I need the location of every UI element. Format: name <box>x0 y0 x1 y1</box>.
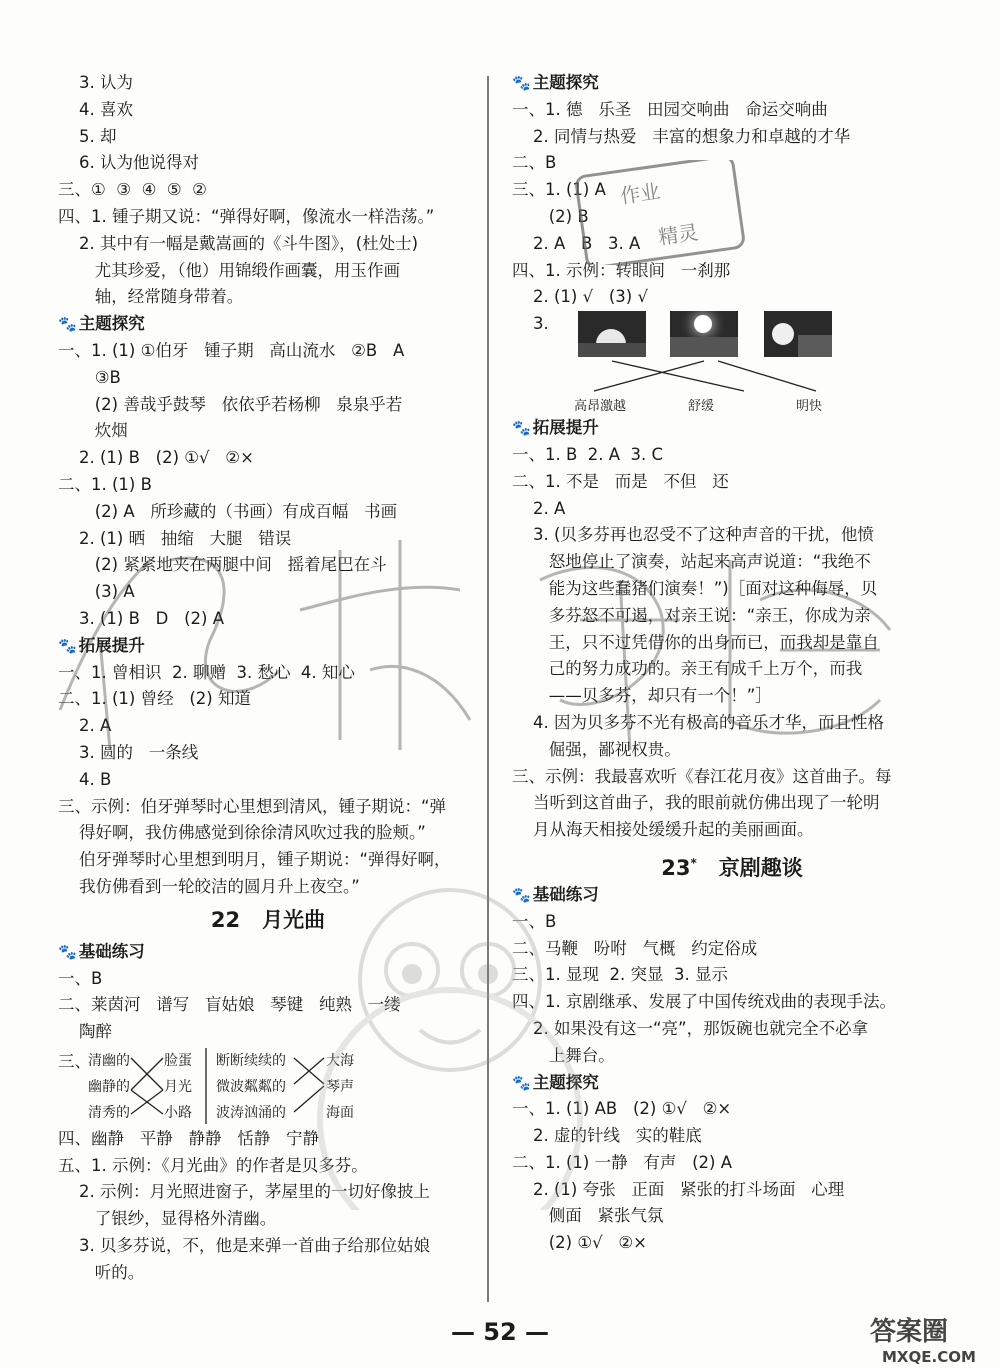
answer-line: 二、1. 不是 而是 不但 还 <box>512 471 729 491</box>
answer-line: 2. (1) √ (3) √ <box>512 287 648 307</box>
answer-line: 多芬怒不可遏，对亲王说：“亲王，你成为亲 <box>512 605 871 625</box>
question-label: 3. <box>512 314 549 334</box>
svg-text:精灵: 精灵 <box>656 220 700 250</box>
image-matching-question <box>512 311 952 415</box>
answer-line: 5. 却 <box>58 126 117 146</box>
paw-icon: 🐾 <box>58 315 76 334</box>
answer-line: 己的努力成功的。亲王有成千上万个，而我 <box>512 659 863 679</box>
answer-line: 轴，经常随身带着。 <box>58 287 244 307</box>
match-left-target: 月光 <box>164 1078 192 1095</box>
answer-line: 2. A <box>512 498 566 518</box>
answer-line: 四、1. 京剧继承、发展了中国传统戏曲的表现手法。 <box>512 992 896 1012</box>
answer-line: 三、1. 显现 2. 突显 3. 显示 <box>512 965 728 985</box>
answer-line: 4. 因为贝多芬不光有极高的音乐才华，而且性格 <box>512 712 884 732</box>
question-label: 三、 <box>58 1051 91 1071</box>
answer-block <box>58 70 478 311</box>
answer-line: 四、幽静 平静 静静 恬静 宁静 <box>58 1128 319 1148</box>
svg-text:作业: 作业 <box>618 178 662 209</box>
answer-line: (2) 善哉乎鼓琴 依依乎若杨柳 泉泉乎若 <box>58 394 403 414</box>
answer-line: 倔强，鄙视权贵。 <box>512 739 681 759</box>
image-label: 明快 <box>796 399 823 415</box>
paw-icon: 🐾 <box>58 636 76 655</box>
answer-line: 一、1. (1) AB (2) ①√ ②× <box>512 1099 732 1119</box>
answer-line: 了银纱，显得格外清幽。 <box>58 1209 277 1229</box>
answer-line: 王，只不过凭借你的出身而已，而我却是靠自 <box>512 632 879 652</box>
answer-line: 陶醉 <box>58 1022 112 1042</box>
answer-line: 我仿佛看到一轮皎洁的圆月升上夜空。” <box>58 876 360 896</box>
answer-line: 能为这些蠢猪们演奏！”)［面对这种侮辱，贝 <box>512 578 878 598</box>
answer-line: 上舞台。 <box>512 1045 615 1065</box>
paw-icon: 🐾 <box>512 885 530 904</box>
svg-text:MXQE.COM: MXQE.COM <box>882 1348 976 1366</box>
answer-line: (2) B <box>512 206 589 226</box>
answer-line: 听的。 <box>58 1262 145 1282</box>
answer-line: 2. 其中有一幅是戴嵩画的《斗牛图》，(杜处士) <box>58 233 419 253</box>
answer-line: 得好啊，我仿佛感觉到徐徐清风吹过我的脸颊。” <box>58 823 426 843</box>
page-number: — 52 — <box>450 1318 550 1346</box>
answer-line: 2. (1) B (2) ①√ ②× <box>58 448 254 468</box>
lesson-title: 23* 京剧趣谈 <box>661 855 803 880</box>
word-matching-diagram <box>58 1046 478 1126</box>
answer-line: 尤其珍爱，（他）用锦缎作画囊，用玉作画 <box>58 260 400 280</box>
answer-line: 一、1. B 2. A 3. C <box>512 444 664 464</box>
answer-block <box>512 442 952 844</box>
answer-line: (3) A <box>58 582 135 602</box>
answer-line: 3. 贝多芬说，不，他是来弹一首曲子给那位姑娘 <box>58 1236 430 1256</box>
match-left-target: 脸蛋 <box>164 1052 192 1069</box>
answer-line: 月从海天相接处缓缓升起的美丽画面。 <box>512 820 814 840</box>
answer-line: 伯牙弹琴时心里想到明月，锺子期说：“弹得好啊， <box>58 850 451 870</box>
answer-line: 4. 喜欢 <box>58 99 133 119</box>
section-heading-theme-inquiry: 🐾 主题探究 <box>512 1070 952 1097</box>
match-left-word: 清秀的 <box>88 1104 130 1121</box>
paw-icon: 🐾 <box>512 419 530 438</box>
answer-line: 当听到这首曲子，我的眼前就仿佛出现了一轮明 <box>512 793 880 813</box>
answer-block <box>58 660 478 901</box>
answer-line: 一、B <box>58 968 103 988</box>
match-left-word: 幽静的 <box>88 1078 130 1095</box>
match-right-target: 琴声 <box>326 1078 354 1095</box>
match-right-target: 大海 <box>326 1052 354 1069</box>
match-right-target: 海面 <box>326 1104 354 1121</box>
image-label: 高昂激越 <box>574 399 627 415</box>
left-column <box>58 70 478 1287</box>
right-column <box>512 70 952 1257</box>
lesson-title: 22 月光曲 <box>210 907 326 932</box>
answer-line: 2. 示例：月光照进窗子，茅屋里的一切好像披上 <box>58 1182 430 1202</box>
answer-line: 一、1. (1) ①伯牙 锺子期 高山流水 ②B A <box>58 340 405 360</box>
answer-line: 四、1. 锺子期又说：“弹得好啊，像流水一样浩荡。” <box>58 206 435 226</box>
answer-line: 2. 虚的针线 实的鞋底 <box>512 1126 702 1146</box>
match-right-word: 波涛汹涌的 <box>216 1104 286 1121</box>
answer-line: 2. 同情与热爱 丰富的想象力和卓越的才华 <box>512 126 851 146</box>
answer-line: 4. B <box>58 769 112 789</box>
paw-icon: 🐾 <box>58 942 76 961</box>
answer-line: 3. 圆的 一条线 <box>58 742 199 762</box>
answer-line: 怒地停止了演奏，站起来高声说道：“我绝不 <box>512 552 871 572</box>
paw-icon: 🐾 <box>512 74 530 92</box>
answer-line: 二、B <box>512 153 557 173</box>
answer-line: 二、莱茵河 谱写 盲姑娘 琴键 纯熟 一缕 <box>58 995 401 1015</box>
answer-block <box>58 1126 478 1287</box>
answer-line: (2) ①√ ②× <box>512 1233 647 1253</box>
answer-line: 三、1. (1) A <box>512 180 606 200</box>
answer-line: 四、1. 示例：转眼间 一刹那 <box>512 260 731 280</box>
answer-line: (2) A 所珍藏的（书画）有成百幅 书画 <box>58 501 398 521</box>
answer-line: 侧面 紧张气氛 <box>512 1206 664 1226</box>
section-heading-basic-practice: 🐾 基础练习 <box>58 939 478 966</box>
answer-line: 2. 如果没有这一“亮”，那饭碗也就完全不必拿 <box>512 1018 869 1038</box>
answer-line: 二、1. (1) B <box>58 474 152 494</box>
match-left-target: 小路 <box>164 1104 192 1121</box>
match-left-word: 清幽的 <box>88 1052 130 1069</box>
answer-line: 3. 认为 <box>58 73 133 92</box>
answer-line: 一、1. 曾相识 2. 聊赠 3. 愁心 4. 知心 <box>58 662 355 682</box>
answer-line: 2. A <box>58 716 112 736</box>
svg-text:答案圈: 答案圈 <box>870 1317 949 1347</box>
answer-line: 二、马鞭 吩咐 气概 约定俗成 <box>512 938 758 958</box>
answer-line: (2) 紧紧地夹在两腿中间 摇着尾巴在斗 <box>58 555 387 575</box>
match-right-word: 微波粼粼的 <box>216 1078 286 1095</box>
answer-line: 6. 认为他说得对 <box>58 153 199 173</box>
answer-line: 2. (1) 夸张 正面 紧张的打斗场面 心理 <box>512 1179 845 1199</box>
image-label: 舒缓 <box>688 399 715 415</box>
answer-line: 二、1. (1) 曾经 (2) 知道 <box>58 689 251 709</box>
match-right-word: 断断续续的 <box>216 1052 286 1069</box>
section-heading-theme-inquiry: 🐾 主题探究 <box>58 311 478 338</box>
answer-block <box>512 1096 952 1257</box>
section-heading-basic-practice: 🐾 基础练习 <box>512 882 952 909</box>
answer-line: 三、① ③ ④ ⑤ ② <box>58 180 207 200</box>
answer-line: 一、1. 德 乐圣 田园交响曲 命运交响曲 <box>512 99 828 119</box>
answer-line: 二、1. (1) 一静 有声 (2) A <box>512 1152 732 1172</box>
answer-line: 3. (1) B D (2) A <box>58 608 224 628</box>
answer-line: 3. (贝多芬再也忍受不了这种声音的干扰，他愤 <box>512 525 874 545</box>
paw-icon: 🐾 <box>512 1073 530 1092</box>
answer-line: ③B <box>58 367 121 387</box>
section-heading-theme-inquiry: 🐾 主题探究 <box>512 70 952 97</box>
answer-line: 三、示例：我最喜欢听《春江花月夜》这首曲子。每 <box>512 766 892 786</box>
answer-block <box>58 966 478 1046</box>
answer-line: 一、B <box>512 911 557 931</box>
answer-line: 2. (1) 晒 抽缩 大腿 错误 <box>58 528 292 548</box>
answer-line: 三、示例：伯牙弹琴时心里想到清风，锺子期说：“弹 <box>58 796 447 816</box>
column-divider <box>487 76 489 1302</box>
answer-line: 2. A B 3. A <box>512 233 641 253</box>
answer-block <box>512 909 952 1070</box>
answer-line: 炊烟 <box>58 421 128 441</box>
section-heading-extension: 🐾 拓展提升 <box>512 415 952 442</box>
answer-block <box>512 97 952 311</box>
answer-line: 五、1. 示例：《月光曲》的作者是贝多芬。 <box>58 1155 368 1175</box>
section-heading-extension: 🐾 拓展提升 <box>58 633 478 660</box>
answer-line: ——贝多芬，却只有一个！”］ <box>512 686 772 706</box>
answer-block <box>58 338 478 633</box>
